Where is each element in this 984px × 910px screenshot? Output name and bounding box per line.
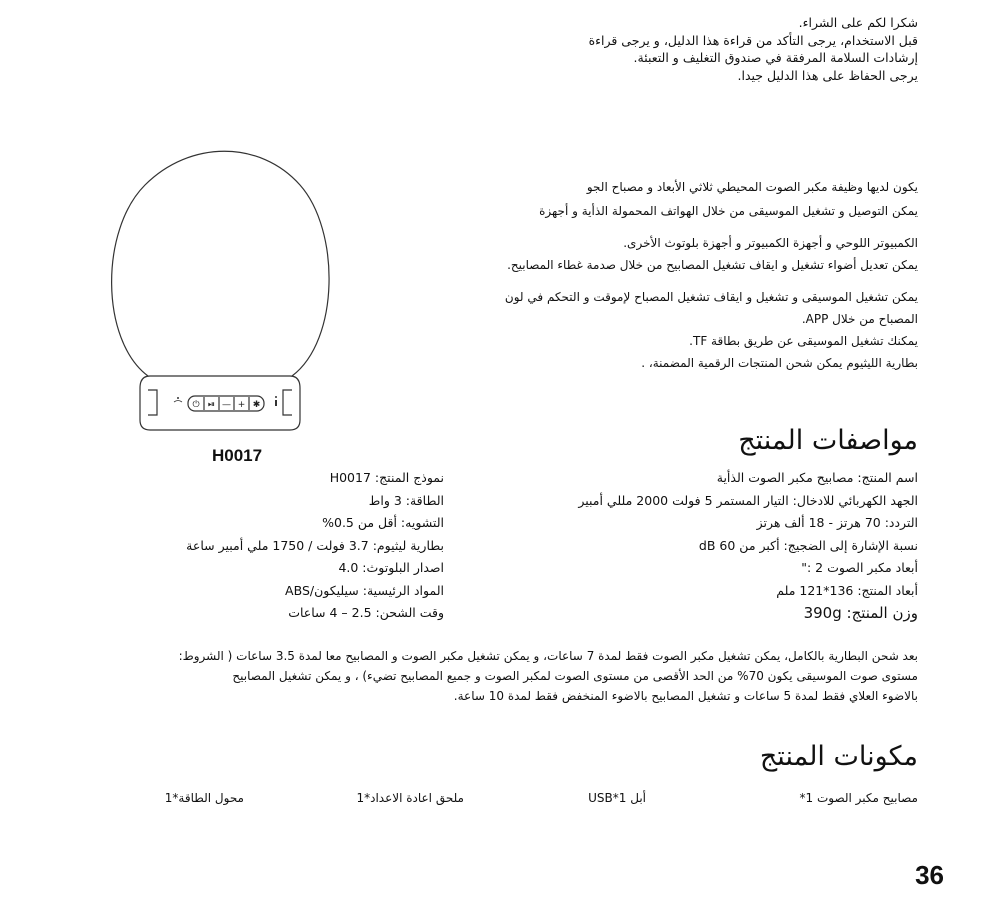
globe-outline <box>112 151 329 376</box>
spec-line: أبعاد مكبر الصوت 2 :" <box>801 560 918 575</box>
bluetooth-button-icon: ✱ <box>252 400 261 410</box>
play-pause-button-icon: ⏯ <box>207 400 216 410</box>
spec-line: التردد: 70 هرتز - 18 ألف هرتز <box>756 515 918 530</box>
intro-line: إرشادات السلامة المرفقة في صندوق التغليف و التعبئة. <box>633 50 918 65</box>
indicator-dot-icon <box>275 396 277 398</box>
spec-line: نموذج المنتج: H0017 <box>329 470 444 485</box>
spec-line: بطارية ليثيوم: 3.7 فولت / 1750 ملي أمبير ساعة <box>186 537 444 553</box>
wifi-icon <box>174 401 182 403</box>
spec-line: نسبة الإشارة إلى الضجيج: أكبر من 60 dB <box>698 537 918 553</box>
spec-line: وقت الشحن: 2.5 – 4 ساعات <box>288 605 444 620</box>
intro-paragraph <box>478 14 918 84</box>
indicator-dot-icon <box>177 397 179 399</box>
components-heading: مكونات المنتج <box>759 741 918 772</box>
volume-up-button-icon: + <box>237 400 246 410</box>
specs-heading: مواصفات المنتج <box>738 425 918 456</box>
spec-line: الطاقة: 3 واط <box>368 492 444 508</box>
speaker-lamp-illustration <box>100 140 340 440</box>
model-label: H0017 <box>212 446 263 465</box>
mic-icon <box>275 400 277 406</box>
spec-line: المواد الرئيسية: سيليكون/ABS <box>285 582 444 598</box>
battery-note-line: بالاضوء العلاي فقط لمدة 5 ساعات و تشغيل المصابيح بالاضوء المنخفض فقط لمدة 10 ساعة. <box>453 689 918 703</box>
feature-line: يكون لديها وظيفة مكبر الصوت المحيطي ثلاثي الأبعاد و مصباح الجو <box>586 180 918 194</box>
spec-line: اسم المنتج: مصابيح مكبر الصوت الذأية <box>716 470 918 485</box>
volume-down-button-icon: — <box>222 400 231 410</box>
battery-note-line: بعد شحن البطارية بالكامل، يمكن تشغيل مكبر الصوت فقط لمدة 7 ساعات، و يمكن تشغيل مكبر الصوت و المصابيح معا لمدة 3.5 ساعات ( الشروط: <box>178 649 918 663</box>
component-item: ملحق اعادة الاعداد*1 <box>356 791 464 805</box>
page-number: 36 <box>915 860 944 890</box>
specs-right-column <box>488 470 918 621</box>
feature-line: يمكن تعديل أضواء تشغيل و ايقاف تشغيل المصابيح من خلال صدمة غطاء المصابيح. <box>507 258 918 272</box>
power-button-icon: ⏻ <box>192 400 200 410</box>
component-item: أبل USB*1 <box>588 791 646 805</box>
spec-line: الجهد الكهربائي للادخال: التيار المستمر 5 فولت 2000 مللي أمبير <box>578 492 918 508</box>
base-right-slot <box>283 390 292 415</box>
spec-line: اصدار البلوتوث: 4.0 <box>338 560 444 575</box>
intro-line: قبل الاستخدام، يرجى التأكد من قراءة هذا الدليل، و يرجى قراءة <box>588 32 918 48</box>
spec-line: التشويه: أقل من 0.5% <box>322 515 444 530</box>
specs-left-column <box>84 470 444 621</box>
component-item: محول الطاقة*1 <box>164 791 244 805</box>
spec-line: وزن المنتج: 390g <box>803 604 918 622</box>
feature-line: يمكن التوصيل و تشغيل الموسيقى من خلال الهواتف المحمولة الذأية و أجهزة <box>539 204 918 218</box>
intro-line: يرجى الحفاظ على هذا الدليل جيدا. <box>737 67 918 83</box>
spec-line: أبعاد المنتج: 136*121 ملم <box>776 582 918 598</box>
component-item: مصابيح مكبر الصوت 1* <box>799 791 918 805</box>
feature-line: بطارية الليثيوم يمكن شحن المنتجات الرقمية المضمنة، . <box>641 356 918 370</box>
feature-line: الكمبيوتر اللوحي و أجهزة الكمبيوتر و أجهزة بلوتوث الأخرى. <box>623 236 918 250</box>
intro-line: شكرا لكم على الشراء. <box>798 15 918 30</box>
feature-line: يمكنك تشغيل الموسيقى عن طريق بطاقة TF. <box>689 334 918 348</box>
battery-note <box>18 646 918 706</box>
base-left-slot <box>148 390 157 415</box>
feature-line: المصباح من خلال APP. <box>801 312 918 326</box>
feature-line: يمكن تشغيل الموسيقى و تشغيل و ايقاف تشغيل المصباح لإموقت و التحكم في لون <box>504 290 918 304</box>
battery-note-line: مستوى صوت الموسيقى يكون 70% من الحد الأقصى من مستوى الصوت لمكبر الصوت و جميع المصابيح تضيء) ، و يمكن تشغيل المصابيح <box>232 669 918 683</box>
